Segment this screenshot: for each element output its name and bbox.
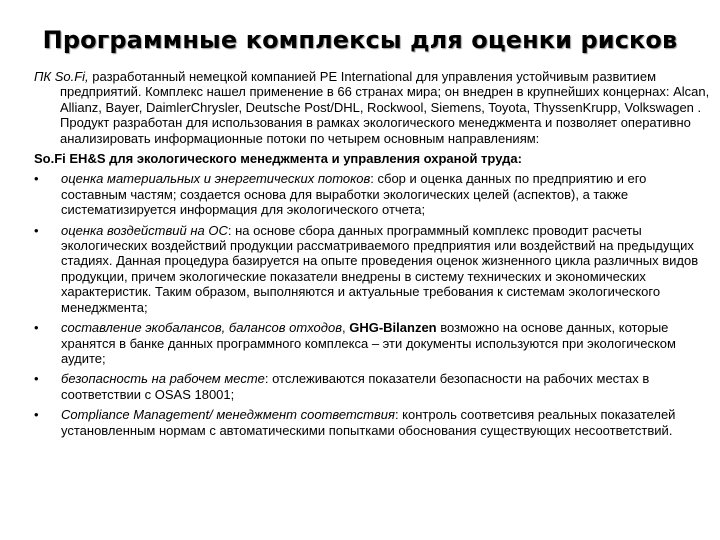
bullet-lead: безопасность на рабочем месте bbox=[61, 371, 265, 387]
bullet-icon: • bbox=[34, 320, 39, 336]
bullet-icon: • bbox=[34, 371, 39, 387]
product-name: ПК So.Fi, bbox=[34, 69, 89, 84]
bullet-item bbox=[34, 407, 710, 438]
bullet-bold-term: GHG-Bilanzen bbox=[349, 320, 437, 336]
slide-body bbox=[34, 69, 710, 438]
bullet-item bbox=[34, 171, 710, 217]
bullet-text: : контроль соответсивя реальных показателей установленным нормам с автоматическими попытками обоснования существующих несоответствий. bbox=[61, 407, 676, 438]
bullet-text: возможно на основе данных, которые хранятся в банке данных программного комплекса – эти документы используются при экологическом аудите; bbox=[61, 320, 676, 366]
bullet-icon: • bbox=[34, 222, 39, 238]
bullet-icon: • bbox=[34, 171, 39, 187]
bullet-item bbox=[34, 371, 710, 402]
bullet-icon: • bbox=[34, 407, 39, 423]
bullet-separator: , bbox=[341, 320, 350, 336]
bullet-text: : на основе сбора данных программный комплекс проводит расчеты экологических воздействий продукции рассматриваемого предприятия или воздействий на предыдущих стадиях. Данная процедура базируется на опыте проведения оценок жизненного цикла различных видов продукции, причем экологические показатели внедрены в систему технических и экономических характеристик. Таким образом, выполняются и актуальные требования к системам экологического менеджмента; bbox=[61, 222, 699, 315]
bullet-lead: Compliance Management/ менеджмент соответствия bbox=[61, 407, 395, 423]
bullet-lead: составление экобалансов, балансов отходов bbox=[61, 320, 342, 336]
bullet-text: : сбор и оценка данных по предприятию и его составным частям; создается основа для выработки экологических целей (аспектов), а также систематизируется информация для экологического отчета; bbox=[61, 171, 647, 218]
bullet-lead: оценка материальных и энергетических потоков bbox=[61, 171, 371, 187]
bullet-item bbox=[34, 320, 710, 366]
slide-title: Программные комплексы для оценки рисков bbox=[42, 26, 678, 54]
intro-text: разработанный немецкой компанией PE International для управления устойчивым развитием предприятий. Комплекс нашел применение в 66 странах мира; он внедрен в крупнейших концернах: Alcan, Allianz, Bayer, DaimlerChrysler, Deutsche Post/DHL, Rockwool, Siemens, Toyota, ThyssenKrupp, Volkswagen . Продукт разработан для использования в рамках экологического менеджмента и позволяет оперативно анализировать информационные потоки по четырем основным направлениям: bbox=[60, 69, 710, 146]
bullet-lead: оценка воздействий на ОС bbox=[61, 222, 228, 238]
section-heading: So.Fi EH&S для экологического менеджмента и управления охраной труда: bbox=[34, 151, 522, 167]
bullet-text: : отслеживаются показатели безопасности на рабочих местах в соответствии с OSAS 18001; bbox=[61, 371, 650, 402]
bullet-item bbox=[34, 223, 710, 315]
intro-paragraph bbox=[34, 69, 710, 146]
